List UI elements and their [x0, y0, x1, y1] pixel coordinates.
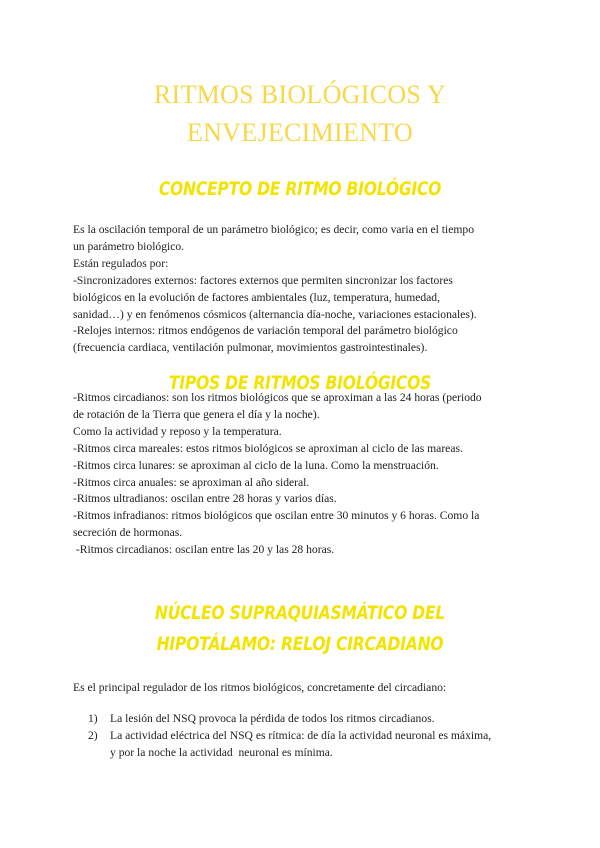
section-body-nucleo	[73, 680, 533, 697]
section-body-tipos	[73, 390, 533, 559]
text-line: (frecuencia cardiaca, ventilación pulmonar, movimientos gastrointestinales).	[73, 341, 428, 355]
text-line: -Ritmos circa lunares: se aproximan al ciclo de la luna. Como la menstruación.	[73, 458, 439, 472]
heading-line: CONCEPTO DE RITMO BIOLÓGICO	[158, 178, 442, 200]
text-line: un parámetro biológico.	[73, 239, 185, 253]
text-line: -Ritmos circa anuales: se aproximan al año sideral.	[73, 475, 310, 489]
text-line: -Ritmos ultradianos: oscilan entre 28 horas y varios días.	[73, 492, 337, 506]
text-line: -Sincronizadores externos: factores externos que permiten sincronizar los factores	[73, 273, 453, 287]
heading-line: TIPOS DE RITMOS BIOLÓGICOS	[168, 372, 432, 394]
text-line: -Ritmos circadianos: oscilan entre las 20 y las 28 horas.	[73, 543, 335, 557]
text-line: de rotación de la Tierra que genera el día y la noche).	[73, 407, 320, 421]
section-heading-nucleo	[54, 598, 546, 660]
document-title	[0, 76, 600, 152]
title-line-2: ENVEJECIMIENTO	[186, 118, 414, 147]
heading-line: NÚCLEO SUPRAQUIASMÁTICO DEL	[154, 602, 446, 624]
text-line: secreción de hormonas.	[73, 526, 183, 540]
list-number: 2)	[88, 728, 98, 742]
text-line: Están regulados por:	[73, 256, 169, 270]
text-line: -Ritmos circa mareales: estos ritmos biológicos se aproximan al ciclo de las mareas.	[73, 441, 463, 455]
text-line: Como la actividad y reposo y la temperatura.	[73, 424, 282, 438]
list-item	[88, 711, 538, 728]
text-line: Es el principal regulador de los ritmos biológicos, concretamente del circadiano:	[73, 681, 447, 694]
text-line: -Ritmos circadianos: son los ritmos biológicos que se aproximan a las 24 horas (periodo	[73, 391, 482, 404]
list-number: 1)	[88, 712, 98, 725]
text-line: -Ritmos infradianos: ritmos biológicos que oscilan entre 30 minutos y 6 horas. Como la	[73, 509, 480, 523]
heading-line: HIPOTÁLAMO: RELOJ CIRCADIANO	[156, 633, 444, 655]
section-body-concepto	[73, 222, 533, 357]
title-line-1: RITMOS BIOLÓGICOS Y	[153, 80, 447, 109]
text-line: La lesión del NSQ provoca la pérdida de todos los ritmos circadianos.	[110, 712, 435, 725]
numbered-list	[88, 711, 538, 762]
text-line: -Relojes internos: ritmos endógenos de variación temporal del parámetro biológico	[73, 324, 458, 338]
list-item	[88, 728, 538, 762]
text-line: sanidad…) y en fenómenos cósmicos (alternancia día-noche, variaciones estacionales).	[73, 307, 477, 321]
text-line: y por la noche la actividad neuronal es mínima.	[110, 745, 333, 759]
text-line: biológicos en la evolución de factores ambientales (luz, temperatura, humedad,	[73, 290, 440, 304]
text-line: La actividad eléctrica del NSQ es rítmica: de día la actividad neuronal es máxima,	[110, 728, 492, 742]
section-heading-concepto	[54, 174, 546, 205]
text-line: Es la oscilación temporal de un parámetro biológico; es decir, como varia en el tiempo	[73, 223, 474, 236]
